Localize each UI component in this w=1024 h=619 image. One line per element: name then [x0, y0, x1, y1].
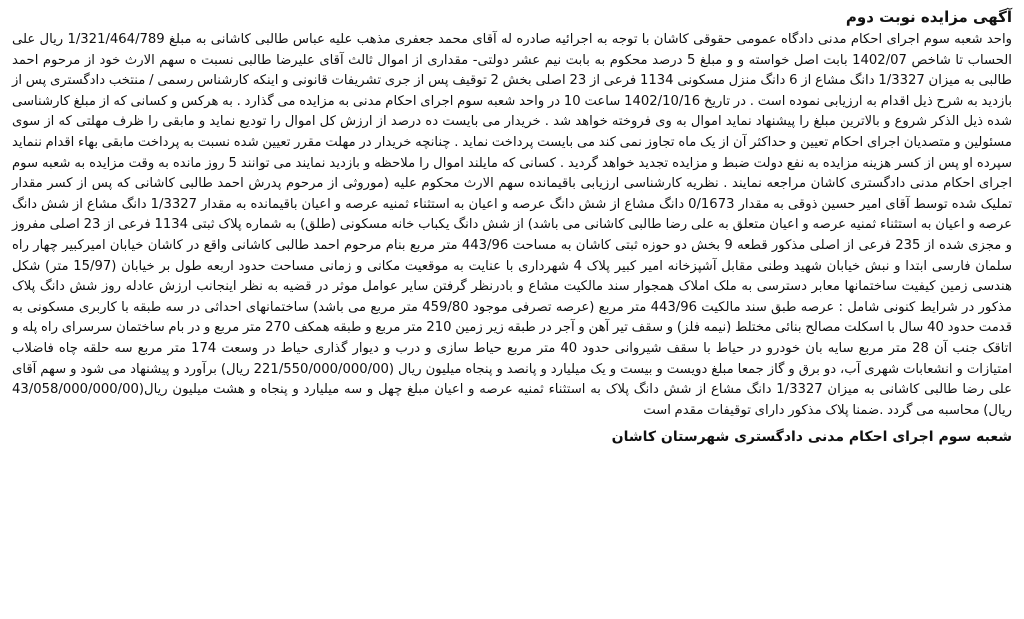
notice-heading: آگهی مزایده نوبت دوم: [845, 8, 1012, 26]
notice-body: واحد شعبه سوم اجرای احکام مدنی دادگاه عمومی حقوقی کاشان با توجه به اجرائیه صادره له آقای محمد جعفری مذهب علیه عباس طالبی کاشانی به مبلغ 1/321/464/789 ریال علی الحساب تا شاخص 1402/07 بابت اصل خواسته و و مبلغ 5 درصد محکوم به بابت نیم عشر دولتی- مقداری از اموال ثالث آقای علیرضا طالبی نسبت ه سهم الارث خود از مرحوم احمد طالبی به میزان 1/3327 دانگ مشاع از 6 دانگ منزل مسکونی 1134 فرعی از 23 اصلی بخش 2 توقیف پس از جری تشریفات قانونی و اینکه کارشناس رسمی / منتخب دادگستری پس از بازدید به شرح ذیل اقدام به ارزیابی نموده است . در تاریخ 1402/10/16 ساعت 10 در واحد شعبه سوم اجرای احکام مدنی به مزایده می گذارد . به هرکس و کسانی که از مبلغ کارشناسی شده ذیل الذکر شروع و بالاترین مبلغ را پیشنهاد نماید اموال به وی فروخته خواهد شد . خریدار می بایست ده درصد از ارزش کل اموال را تودیع نماید و مابقی را ظرف مهلتی که از سوی مسئولین و متصدیان اجرای احکام تعیین و حداکثر آن از یک ماه تجاوز نمی کند می بایست پرداخت نماید . چنانچه خریدار در مهلت مقرر تعیین شده نسبت به پرداخت مابقی بهاء اقدام ننماید سپرده او پس از کسر هزینه مزایده به نفع دولت ضبط و مزایده تجدید خواهد گردید . کسانی که مایلند اموال را ملاحظه و بازدید نمایند می توانند 5 روز مانده به وقت مزایده به شعبه سوم اجرای احکام مدنی دادگستری کاشان مراجعه نمایند . نظریه کارشناسی ارزیابی باقیمانده سهم الارث محکوم علیه (موروثی از مرحوم پدرش احمد طالبی کاشانی که پس از کسر مقدار تملیک شده توسط آقای امیر حسین ذوقی به مقدار 0/1673 دانگ مشاع از شش دانگ عرصه و اعیان به استثناء ثمنیه عرصه و اعیان باقیمانده به مقدار 1/3327 دانگ مشاع از شش دانگ عرصه و اعیان به استثناء ثمنیه عرصه و اعیان متعلق به علی رضا طالبی کاشانی می باشد) از شش دانگ یکباب خانه مسکونی (طلق) به شماره پلاک ثبتی 1134 فرعی از 23 اصلی مفروز و مجزی شده از 235 فرعی از اصلی مذکور قطعه 9 بخش دو حوزه ثبتی کاشان به مساحت 443/96 متر مربع بنام مرحوم احمد طالبی کاشانی واقع در کاشان خیابان امیرکبیر چهار راه سلمان فارسی ابتدا و نبش خیابان شهید وطنی مقابل آشپزخانه امیر کبیر پلاک 4 شهرداری با عنایت به موقعیت مکانی و زمانی مساحت حدود اربعه طول بر خیابان (15/97 متر) شکل هندسی زمین کیفیت ساختمانها معابر دسترسی به ملک املاک همجوار سند مالکیت مشاع و بادرنظر گرفتن سایر عوامل موثر در قضیه به نظر اینجانب ارزش عادله روز شش دانگ پلاک مذکور در شرایط کنونی شامل : عرصه طبق سند مالکیت 443/96 متر مربع (عرصه تصرفی موجود 459/80 متر مربع می باشد) ساختمانهای احداثی در سه طبقه با کاربری مسکونی به قدمت حدود 40 سال با اسکلت مصالح بنائی مختلط (نیمه فلز) و سقف تیر آهن و آجر در طبقه زیر زمین 210 متر مربع و طبقه همکف 270 متر مربع و در بام ساختمان سرسرای راه پله و اتاقک جنب آن 28 متر مربع سایه بان خودرو در حیاط با سقف شیروانی حدود 40 متر مربع حیاط سازی و درب و دیوار گذاری حیاط در وسعت 174 متر مربع سه حلقه چاه فاضلاب امتیازات و انشعابات شهری آب، دو برق و گاز جمعا مبلغ دویست و بیست و یک میلیارد و پانصد و پنجاه میلیون ریال (221/550/000/000/00 ریال) برآورد و پیشنهاد می شود و سهم آقای علی رضا طالبی کاشانی به میزان 1/3327 دانگ مشاع از شش دانگ پلاک به استثناء ثمنیه عرصه و اعیان مبلغ چهل و سه میلیارد و پنجاه و هشت میلیون ریال(43/058/000/000/00 ریال) محاسبه می گردد .ضمنا پلاک مذکور دارای توقیفات مقدم است: [12, 32, 1013, 418]
notice-signature: شعبه سوم اجرای احکام مدنی دادگستری شهرستان کاشان: [611, 429, 1012, 446]
